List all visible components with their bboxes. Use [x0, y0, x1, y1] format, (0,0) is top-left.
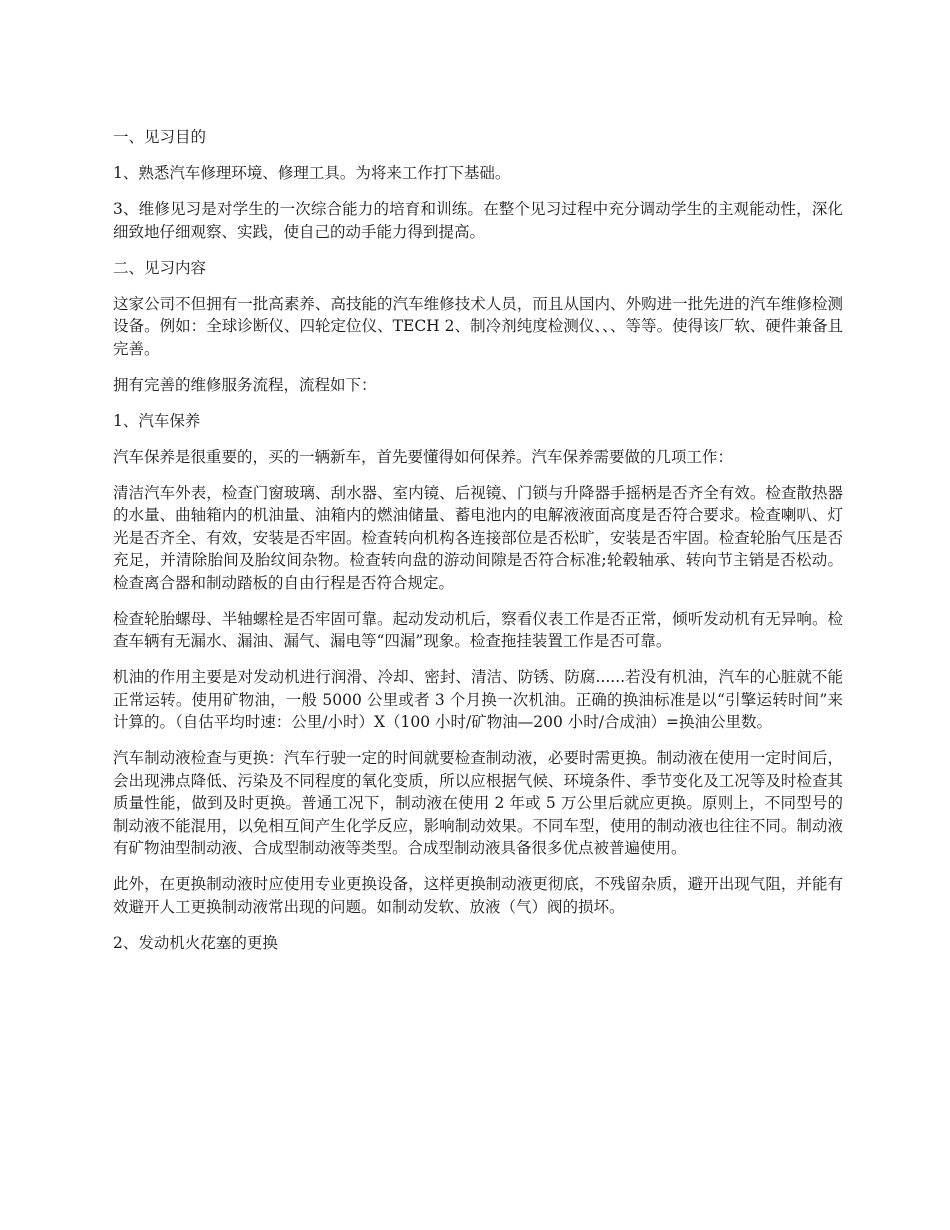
- section-heading-purpose: 一、见习目的: [113, 128, 207, 146]
- service-process-intro: 拥有完善的维修服务流程，流程如下：: [113, 375, 377, 394]
- section-heading-content: 二、见习内容: [113, 258, 207, 277]
- engine-oil-paragraph: 机油的作用主要是对发动机进行润滑、冷却、密封、清洁、防锈、防腐......若没有机油，汽车的心脏就不能正常运转。使用矿物油，一般 5000 公里或者 3 个月换一次机油。正确的换油标准是以“引擎运转时间”来计算的。（自估平均时速：公里/小时）X（100 小时/矿物油—200 小时/合成油）=换油公里数。: [113, 668, 843, 731]
- purpose-item-3: 3、维修见习是对学生的一次综合能力的培育和训练。在整个见习过程中充分调动学生的主观能动性，深化细致地仔细观察、实践，使自己的动手能力得到提高。: [113, 200, 843, 241]
- company-description-paragraph: 这家公司不但拥有一批高素养、高技能的汽车维修技术人员，而且从国内、外购进一批先进的汽车维修检测设备。例如：全球诊断仪、四轮定位仪、TECH 2、制冷剂纯度检测仪、、、等等。使得该厂软、硬件兼备且完善。: [113, 294, 843, 358]
- document-body: [113, 126, 843, 968]
- purpose-item-1: 1、熟悉汽车修理环境、修理工具。为将来工作打下基础。: [113, 164, 511, 182]
- exterior-check-paragraph: 清洁汽车外表，检查门窗玻璃、刮水器、室内镜、后视镜、门锁与升降器手摇柄是否齐全有效。检查散热器的水量、曲轴箱内的机油量、油箱内的燃油储量、蓄电池内的电解液液面高度是否符合要求。检查喇叭、灯光是否齐全、有效，安装是否牢固。检查转向机构各连接部位是否松旷，安装是否牢固。检查轮胎气压是否充足，并清除胎间及胎纹间杂物。检查转向盘的游动间隙是否符合标准;轮毂轴承、转向节主销是否松动。检查离合器和制动踏板的自由行程是否符合规定。: [113, 483, 843, 592]
- subheading-maintenance: 1、汽车保养: [113, 411, 201, 430]
- tire-check-paragraph: 检查轮胎螺母、半轴螺栓是否牢固可靠。起动发动机后，察看仪表工作是否正常，倾听发动机有无异响。检查车辆有无漏水、漏油、漏气、漏电等“四漏”现象。检查拖挂装置工作是否可靠。: [113, 609, 843, 650]
- subheading-spark-plug: 2、发动机火花塞的更换: [113, 933, 278, 952]
- maintenance-intro-paragraph: 汽车保养是很重要的，买的一辆新车，首先要懂得如何保养。汽车保养需要做的几项工作：: [113, 447, 734, 466]
- brake-fluid-paragraph: 汽车制动液检查与更换：汽车行驶一定的时间就要检查制动液，必要时需更换。制动液在使用一定时间后，会出现沸点降低、污染及不同程度的氧化变质，所以应根据气候、环境条件、季节变化及工况等及时检查其质量性能，做到及时更换。普通工况下，制动液在使用 2 年或 5 万公里后就应更换。原则上，不同型号的制动液不能混用，以免相互间产生化学反应，影响制动效果。不同车型，使用的制动液也往往不同。制动液有矿物油型制动液、合成型制动液等类型。合成型制动液具备很多优点被普遍使用。: [113, 749, 843, 857]
- brake-fluid-equipment-paragraph: 此外，在更换制动液时应使用专业更换设备，这样更换制动液更彻底，不残留杂质，避开出现气阻，并能有效避开人工更换制动液常出现的问题。如制动发软、放液（气）阀的损坏。: [113, 875, 843, 916]
